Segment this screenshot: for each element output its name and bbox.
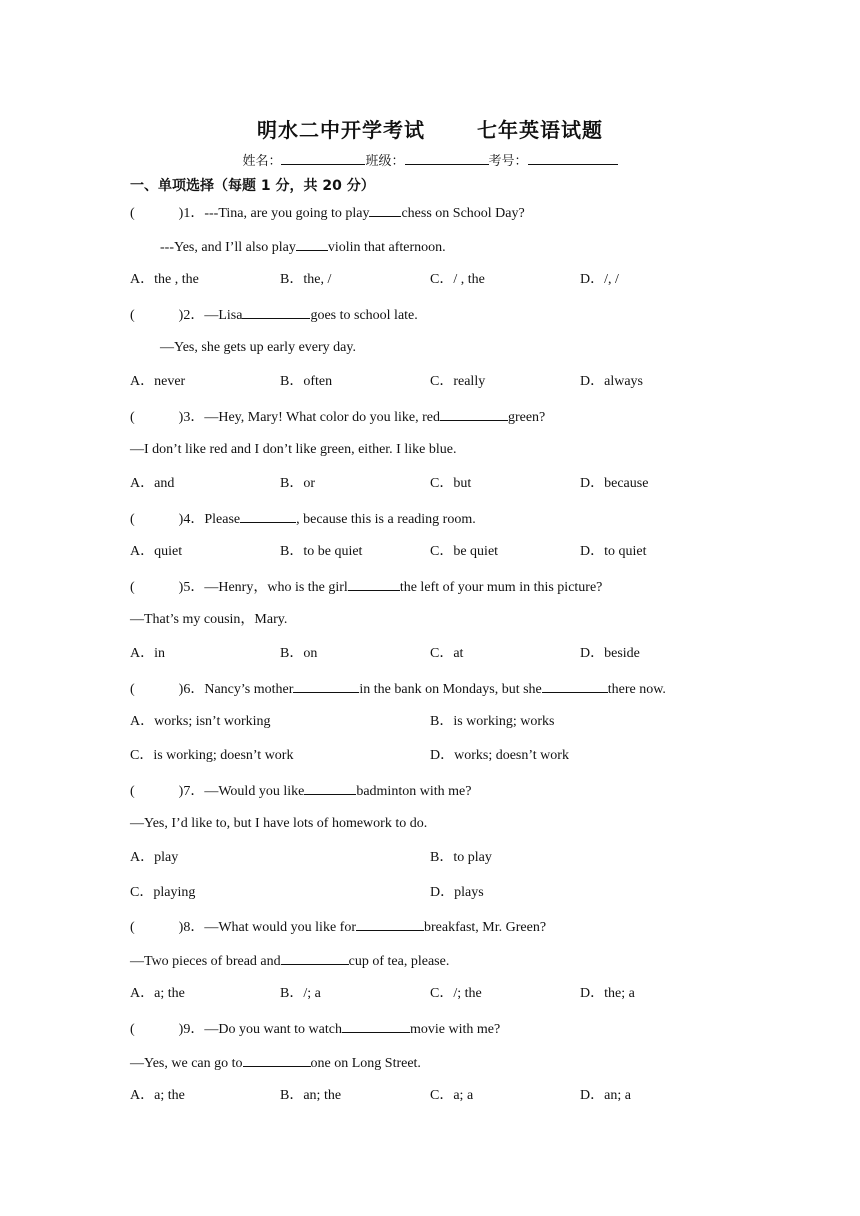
q9-option-c: C．a; a <box>430 1088 474 1103</box>
question-9-follow: —Yes, we can go to one on Long Street. <box>130 1053 421 1073</box>
answer-blank <box>304 781 356 795</box>
question-2-follow: —Yes, she gets up early every day. <box>160 340 356 355</box>
q7-option-a: A．play <box>130 850 179 865</box>
question-5-follow: —That’s my cousin，Mary. <box>130 612 288 627</box>
q8-option-c: C．/; the <box>430 986 482 1001</box>
answer-blank <box>242 305 310 319</box>
q5-option-a: A．in <box>130 646 165 661</box>
q2-option-d: D．always <box>580 374 643 389</box>
question-1-stem: ( )1．---Tina, are you going to play chess on School Day? <box>130 203 525 223</box>
name-blank[interactable] <box>281 152 365 165</box>
q4-option-d: D．to quiet <box>580 544 647 559</box>
exam-title <box>0 114 860 143</box>
question-number: 5． <box>183 580 205 595</box>
q9-option-a: A．a; the <box>130 1088 185 1103</box>
q8-option-a: A．a; the <box>130 986 185 1001</box>
q2-option-b: B．often <box>280 374 333 389</box>
answer-blank <box>296 237 328 251</box>
q5-option-d: D．beside <box>580 646 640 661</box>
q7-option-b: B．to play <box>430 850 492 865</box>
answer-blank <box>369 203 401 217</box>
q7-option-c: C．playing <box>130 885 196 900</box>
question-7-follow: —Yes, I’d like to, but I have lots of homework to do. <box>130 816 428 831</box>
question-6-stem: ( )6．Nancy’s mother in the bank on Mondays, but she there now. <box>130 679 666 699</box>
question-number: 2． <box>183 308 205 323</box>
question-9-stem: ( )9．—Do you want to watch movie with me? <box>130 1019 500 1039</box>
question-7-stem: ( )7．—Would you like badminton with me? <box>130 781 471 801</box>
question-8-stem: ( )8．—What would you like for breakfast, Mr. Green? <box>130 917 546 937</box>
question-5-stem: ( )5．—Henry，who is the girl the left of your mum in this picture? <box>130 577 602 597</box>
q8-option-d: D．the; a <box>580 986 635 1001</box>
question-8-follow: —Two pieces of bread and cup of tea, please. <box>130 951 449 971</box>
q3-option-c: C．but <box>430 476 472 491</box>
question-3-follow: —I don’t like red and I don’t like green, either. I like blue. <box>130 442 457 457</box>
answer-blank <box>356 917 424 931</box>
q6-option-d: D．works; doesn’t work <box>430 748 569 763</box>
q5-option-b: B．on <box>280 646 318 661</box>
answer-blank <box>342 1019 410 1033</box>
answer-blank <box>542 679 608 693</box>
student-info-line <box>0 150 860 169</box>
question-4-stem: ( )4．Please , because this is a reading room. <box>130 509 476 529</box>
q3-option-a: A．and <box>130 476 175 491</box>
answer-blank <box>440 407 508 421</box>
question-number: 1． <box>183 206 205 221</box>
answer-blank <box>293 679 359 693</box>
q1-option-a: A．the , the <box>130 272 199 287</box>
q3-option-b: B．or <box>280 476 315 491</box>
answer-blank <box>281 951 349 965</box>
question-1-follow: ---Yes, and I’ll also play violin that afternoon. <box>160 237 446 257</box>
question-number: 3． <box>183 410 205 425</box>
exam-no-blank[interactable] <box>528 152 618 165</box>
q6-option-c: C．is working; doesn’t work <box>130 748 294 763</box>
question-2-stem: ( )2．—Lisa goes to school late. <box>130 305 418 325</box>
class-label: 班级： <box>365 154 405 169</box>
question-number: 9． <box>183 1022 205 1037</box>
q1-option-c: C．/ , the <box>430 272 485 287</box>
exam-title-school: 明水二中开学考试 <box>257 118 425 142</box>
question-number: 7． <box>183 784 205 799</box>
class-blank[interactable] <box>405 152 489 165</box>
q4-option-a: A．quiet <box>130 544 183 559</box>
q1-option-b: B．the, / <box>280 272 332 287</box>
question-number: 8． <box>183 920 205 935</box>
q4-option-b: B．to be quiet <box>280 544 363 559</box>
question-3-stem: ( )3．—Hey, Mary! What color do you like, red green? <box>130 407 545 427</box>
q9-option-d: D．an; a <box>580 1088 631 1103</box>
answer-blank <box>348 577 400 591</box>
name-label: 姓名： <box>242 154 282 169</box>
q2-option-c: C．really <box>430 374 486 389</box>
q9-option-b: B．an; the <box>280 1088 342 1103</box>
q8-option-b: B．/; a <box>280 986 321 1001</box>
question-number: 6． <box>183 682 205 697</box>
q5-option-c: C．at <box>430 646 464 661</box>
q1-option-d: D．/, / <box>580 272 619 287</box>
q6-option-a: A．works; isn’t working <box>130 714 271 729</box>
q6-option-b: B．is working; works <box>430 714 555 729</box>
q2-option-a: A．never <box>130 374 186 389</box>
q4-option-c: C．be quiet <box>430 544 499 559</box>
section-title: 一、单项选择（每题 1 分，共 20 分） <box>130 178 375 194</box>
q7-option-d: D．plays <box>430 885 484 900</box>
answer-blank <box>243 1053 311 1067</box>
q3-option-d: D．because <box>580 476 649 491</box>
exam-title-subject: 七年英语试题 <box>477 118 603 142</box>
answer-blank <box>240 509 296 523</box>
exam-no-label: 考号： <box>488 154 528 169</box>
question-number: 4． <box>183 512 205 527</box>
